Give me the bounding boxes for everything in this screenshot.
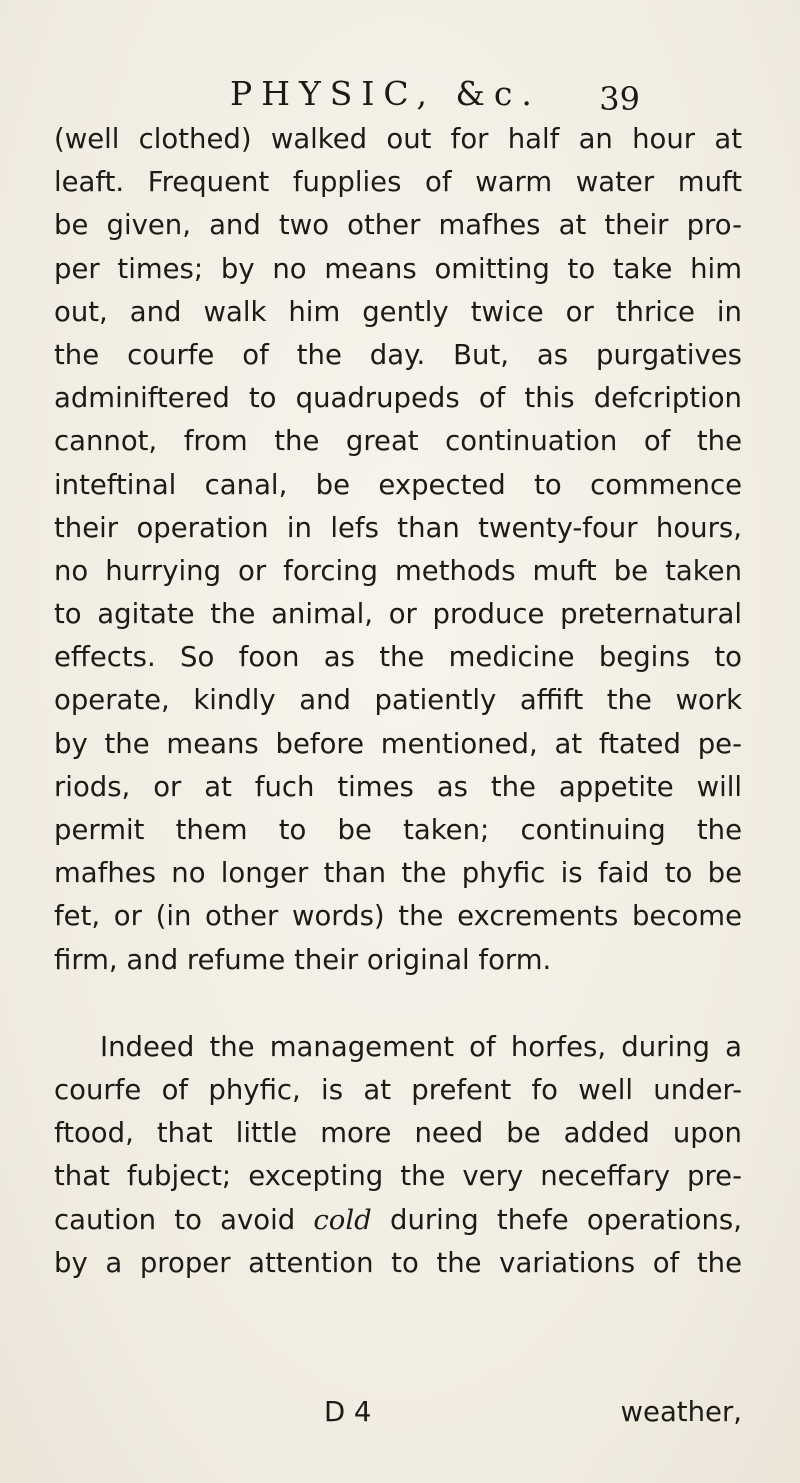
italic-word: cold bbox=[313, 1203, 372, 1236]
text-line: by a proper attention to the variations of the bbox=[54, 1246, 742, 1279]
text-line: leaft. Frequent fupplies of warm water muft bbox=[54, 166, 742, 199]
text-line: permit them to be taken; continuing the bbox=[54, 814, 742, 846]
text-line: adminiftered to quadrupeds of this defcription bbox=[54, 382, 742, 415]
text-line: by the means before mentioned, at ftated pe- bbox=[54, 727, 742, 760]
text-line: cannot, from the great continuation of the bbox=[54, 425, 742, 458]
text-line: effects. So foon as the medicine begins to bbox=[54, 641, 742, 674]
paragraph-gap bbox=[54, 982, 742, 1026]
text-line: no hurrying or forcing methods muft be taken bbox=[54, 554, 742, 587]
page-header bbox=[230, 74, 640, 122]
text-line: be given, and two other mafhes at their pro- bbox=[54, 209, 742, 242]
text-line: inteftinal canal, be expected to commence bbox=[54, 468, 742, 501]
text-line: their operation in lefs than twenty-four hours, bbox=[54, 511, 742, 544]
paragraph-1 bbox=[54, 118, 742, 982]
text-line: per times; by no means omitting to take him bbox=[54, 252, 742, 285]
text-line: firm, and refume their original form. bbox=[54, 943, 552, 976]
page-footer bbox=[324, 1396, 742, 1436]
text-line: mafhes no longer than the phyfic is faid to be bbox=[54, 857, 742, 890]
text-segment: during thefe operations, bbox=[371, 1203, 742, 1236]
text-line: courfe of phyfic, is at prefent fo well under- bbox=[54, 1073, 742, 1106]
body-text bbox=[54, 118, 742, 1285]
page-number: 39 bbox=[599, 80, 640, 118]
signature-mark: D 4 bbox=[324, 1396, 372, 1428]
text-line: (well clothed) walked out for half an hour at bbox=[54, 123, 742, 155]
paragraph-2 bbox=[54, 1026, 742, 1285]
catchword: weather, bbox=[620, 1396, 742, 1428]
text-line: that fubject; excepting the very neceffary pre- bbox=[54, 1160, 742, 1193]
text-line: fet, or (in other words) the excrements become bbox=[54, 900, 742, 933]
text-line: riods, or at fuch times as the appetite will bbox=[54, 770, 742, 803]
text-line: Indeed the management of horfes, during a bbox=[100, 1030, 742, 1063]
text-line: the courfe of the day. But, as purgatives bbox=[54, 338, 742, 371]
text-line-with-italic bbox=[54, 1199, 742, 1242]
text-line: to agitate the animal, or produce preternatural bbox=[54, 598, 742, 631]
running-title: PHYSIC, &c. bbox=[230, 74, 541, 113]
text-segment: caution to avoid bbox=[54, 1203, 314, 1236]
text-line: ftood, that little more need be added upon bbox=[54, 1117, 742, 1150]
text-line: out, and walk him gently twice or thrice in bbox=[54, 295, 742, 328]
text-line: operate, kindly and patiently affift the work bbox=[54, 684, 742, 717]
